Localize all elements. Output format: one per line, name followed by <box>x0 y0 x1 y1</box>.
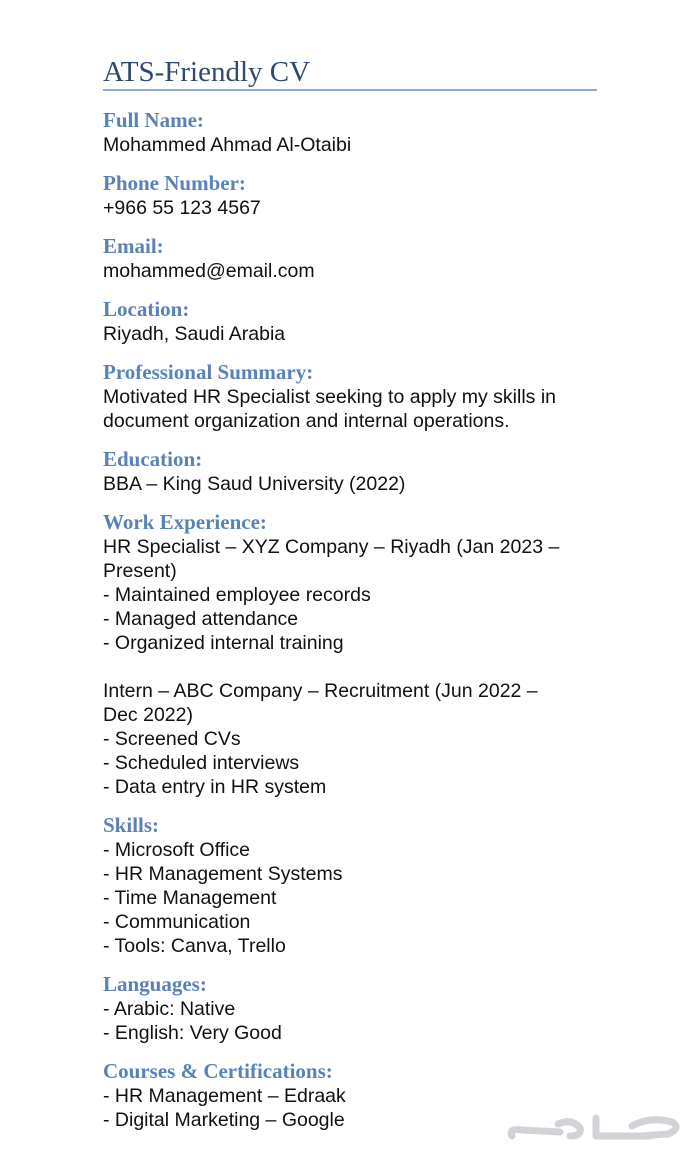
experience-heading: Work Experience: <box>103 510 267 534</box>
language-item: - Arabic: Native <box>103 998 236 1020</box>
skill-item: - Microsoft Office <box>103 839 251 861</box>
cv-content <box>103 108 623 1146</box>
summary-section <box>103 360 623 433</box>
job-duty: - Scheduled interviews <box>103 752 300 774</box>
job-duty: - Maintained employee records <box>103 584 371 606</box>
title-divider <box>103 89 597 91</box>
job-duty: - Managed attendance <box>103 608 299 630</box>
document-title: ATS-Friendly CV <box>103 56 311 88</box>
course-item: - HR Management – Edraak <box>103 1085 346 1107</box>
skill-item: - Communication <box>103 911 251 933</box>
phone-section <box>103 171 623 220</box>
location-heading: Location: <box>103 297 190 321</box>
full-name-section <box>103 108 623 157</box>
job-duty: - Organized internal training <box>103 632 344 654</box>
skill-item: - HR Management Systems <box>103 863 343 885</box>
skill-item: - Time Management <box>103 887 277 909</box>
summary-heading: Professional Summary: <box>103 360 314 384</box>
job-duty: - Screened CVs <box>103 728 241 750</box>
course-item: - Digital Marketing – Google <box>103 1109 345 1131</box>
job-title-line: Intern – ABC Company – Recruitment (Jun 2022 – <box>103 680 538 702</box>
job-title-line: Dec 2022) <box>103 704 193 726</box>
location-value: Riyadh, Saudi Arabia <box>103 323 286 345</box>
education-value: BBA – King Saud University (2022) <box>103 473 406 495</box>
phone-heading: Phone Number: <box>103 171 246 195</box>
job-duty: - Data entry in HR system <box>103 776 327 798</box>
job-title-line: Present) <box>103 560 177 582</box>
languages-heading: Languages: <box>103 972 207 996</box>
full-name-value: Mohammed Ahmad Al-Otaibi <box>103 134 352 156</box>
location-section <box>103 297 623 346</box>
summary-value: Motivated HR Specialist seeking to apply my skills in document organization and internal operations. <box>103 386 557 432</box>
email-heading: Email: <box>103 234 164 258</box>
language-item: - English: Very Good <box>103 1022 282 1044</box>
job-spacer <box>103 655 623 679</box>
experience-section <box>103 510 623 799</box>
job-title-line: HR Specialist – XYZ Company – Riyadh (Jan 2023 – <box>103 536 560 558</box>
full-name-heading: Full Name: <box>103 108 204 132</box>
skill-item: - Tools: Canva, Trello <box>103 935 286 957</box>
education-section <box>103 447 623 496</box>
languages-section <box>103 972 623 1045</box>
skills-heading: Skills: <box>103 813 160 837</box>
courses-heading: Courses & Certifications: <box>103 1059 333 1083</box>
phone-value: +966 55 123 4567 <box>103 197 261 219</box>
email-value: mohammed@email.com <box>103 260 315 282</box>
skills-section <box>103 813 623 958</box>
email-section <box>103 234 623 283</box>
education-heading: Education: <box>103 447 203 471</box>
haraj-watermark-logo <box>500 1108 690 1148</box>
